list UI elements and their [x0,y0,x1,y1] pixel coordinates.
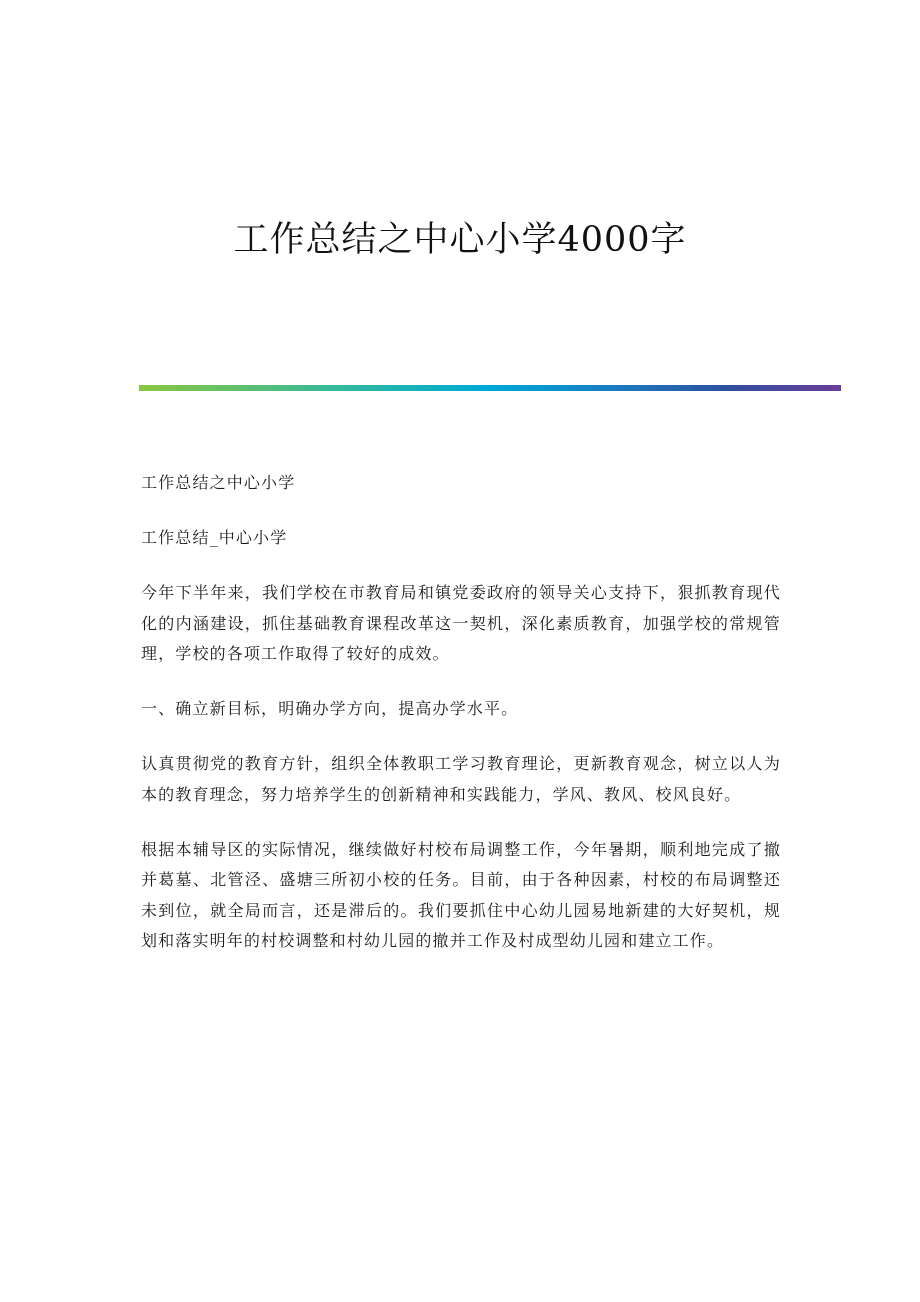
paragraph-body: 根据本辅导区的实际情况，继续做好村校布局调整工作，今年暑期，顺利地完成了撤并葛墓、北管泾、盛塘三所初小校的任务。目前，由于各种因素，村校的布局调整还未到位，就全局而言，还是滞后的。我们要抓住中心幼儿园易地新建的大好契机，规划和落实明年的村校调整和村幼儿园的撤并工作及村成型幼儿园和建立工作。 [141,839,781,950]
paragraph-body: 认真贯彻党的教育方针，组织全体教职工学习教育理论，更新教育观念，树立以人为本的教育理念，努力培养学生的创新精神和实践能力，学风、教风、校风良好。 [141,754,781,804]
gradient-divider [139,385,841,391]
document-body [141,468,781,981]
paragraph-subheading: 工作总结_中心小学 [141,528,288,547]
paragraph-heading: 工作总结之中心小学 [141,473,296,492]
paragraph-intro: 今年下半年来，我们学校在市教育局和镇党委政府的领导关心支持下，狠抓教育现代化的内涵建设，抓住基础教育课程改革这一契机，深化素质教育，加强学校的常规管理，学校的各项工作取得了较好的成效。 [141,583,781,663]
paragraph-section-heading: 一、确立新目标，明确办学方向，提高办学水平。 [141,699,519,718]
document-title: 工作总结之中心小学4000字 [233,220,687,260]
